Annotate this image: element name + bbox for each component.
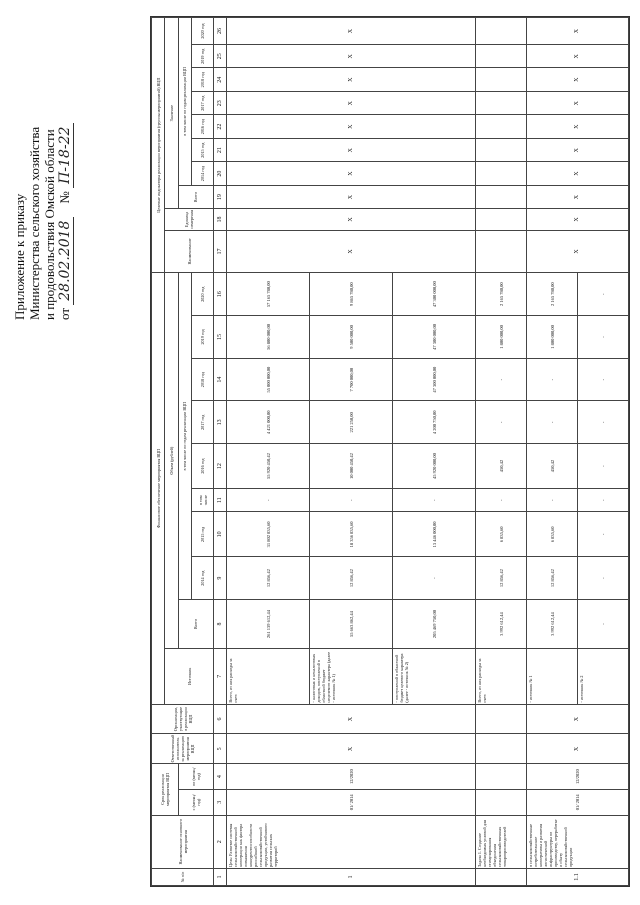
col-header-y2014: 2014 год xyxy=(192,162,214,185)
header-date-line xyxy=(57,20,74,320)
indicator-year-value: X xyxy=(527,115,629,138)
row-name: Цель: Развитие системы сельскохозяйственной кооперации как фактора повышения конкурентоспособности российской сельскохозяйственной продукции, устойчивого развития сельских территорий xyxy=(227,815,476,868)
indicator-year-value: X xyxy=(227,115,476,138)
indicator-year-value: X xyxy=(227,45,476,68)
row-org xyxy=(476,704,527,734)
amount-y2016: - xyxy=(578,444,629,489)
col-header-2015: 2015 год xyxy=(192,512,214,557)
amount-y2016: 450,42 xyxy=(527,444,578,489)
amount-total: 205 469 750,00 xyxy=(393,599,476,648)
amount-y2019: 1 800 000,00 xyxy=(476,316,527,359)
indicator-unit: X xyxy=(527,209,629,230)
col-header-finance: Финансовое обеспечение мероприятия ВЦП xyxy=(152,273,165,704)
amount-y2017: 4 200 750,00 xyxy=(393,401,476,444)
column-number: 9 xyxy=(214,557,227,600)
row-org: X xyxy=(227,704,476,734)
col-header-by-year: в том числе по годам реализации ВЦП xyxy=(178,273,191,600)
amount-y2018: - xyxy=(578,358,629,401)
amount-total: 261 139 612,44 xyxy=(227,599,310,648)
row-period-to: 12/2020 xyxy=(527,764,629,790)
amount-incl: - xyxy=(227,489,310,512)
amount-y2018: - xyxy=(527,358,578,401)
column-number: 10 xyxy=(214,512,227,557)
indicator-year-value xyxy=(476,68,527,91)
amount-y2015: 13 446 000,00 xyxy=(393,512,476,557)
amount-y2016: 55 920 450,42 xyxy=(227,444,310,489)
column-number: 18 xyxy=(214,209,227,230)
col-header-2019: 2019 год xyxy=(192,316,214,359)
col-header-no: № п/п xyxy=(152,868,214,885)
row-period-from: 01/ 2014 xyxy=(227,789,476,815)
amount-y2015: - xyxy=(578,512,629,557)
col-header-to: по (месяц/год) xyxy=(178,764,213,790)
indicator-total: X xyxy=(227,185,476,208)
row-source: Всего, из них расходы за счет: xyxy=(476,649,527,705)
column-number: 16 xyxy=(214,273,227,316)
row-name: Задача 1. Создание необходимых условий для стимулирования объединения сельскохозяйственных товаропроизводителей xyxy=(476,815,527,868)
row-name: в сельскохозяйственные потребительские кооперативы и развития логистической инфраструктуры по производству, переработке и сбыту сельскохозяйственной продукции xyxy=(527,815,629,868)
header-line-1: Приложение к приказу xyxy=(12,193,27,320)
indicator-year-value: X xyxy=(227,138,476,161)
amount-incl: - xyxy=(527,489,578,512)
row-source: - источник № 2 xyxy=(578,649,629,705)
amount-y2016: 10 000 450,42 xyxy=(310,444,393,489)
amount-total: 3 992 612,44 xyxy=(476,599,527,648)
col-header-2016: 2016 год xyxy=(192,444,214,489)
column-number: 25 xyxy=(214,45,227,68)
handwritten-date: 28.02.2018 xyxy=(58,217,74,305)
column-number-row xyxy=(214,18,227,886)
amount-y2015: 31 802 835,60 xyxy=(227,512,310,557)
column-number: 19 xyxy=(214,185,227,208)
amount-incl: - xyxy=(578,489,629,512)
column-number: 12 xyxy=(214,444,227,489)
amount-y2020: 57 165 780,00 xyxy=(227,273,310,316)
col-header-period: Срок реализации мероприятия ВЦП xyxy=(152,764,179,815)
amount-y2020: 9 865 780,00 xyxy=(310,273,393,316)
program-table xyxy=(150,16,630,887)
row-exec xyxy=(476,734,527,764)
amount-y2019: 56 800 000,00 xyxy=(227,316,310,359)
amount-incl: - xyxy=(393,489,476,512)
amount-y2015: 18 356 835,60 xyxy=(310,512,393,557)
amount-y2018: 7 700 000,00 xyxy=(310,358,393,401)
column-number: 11 xyxy=(214,489,227,512)
indicator-name: X xyxy=(527,230,629,273)
indicator-name: X xyxy=(227,230,476,273)
table-row xyxy=(527,18,578,886)
amount-y2017: - xyxy=(476,401,527,444)
date-prefix: от xyxy=(57,307,72,320)
header-line-3: и продовольствия Омской области xyxy=(42,129,57,320)
col-header-total: Всего xyxy=(178,599,213,648)
col-header-unit: Единица измерения xyxy=(165,209,214,230)
col-header-2017: 2017 год xyxy=(192,401,214,444)
amount-y2019: 47 300 000,00 xyxy=(393,316,476,359)
indicator-year-value: X xyxy=(227,68,476,91)
amount-y2017: - xyxy=(578,401,629,444)
amount-y2017: 4 421 000,00 xyxy=(227,401,310,444)
amount-y2019: 1 800 000,00 xyxy=(527,316,578,359)
amount-y2020: 47 300 000,00 xyxy=(393,273,476,316)
col-header-y2019: 2019 год xyxy=(192,45,214,68)
indicator-year-value: X xyxy=(527,68,629,91)
column-number: 14 xyxy=(214,358,227,401)
amount-total: 55 663 862,44 xyxy=(310,599,393,648)
amount-y2017: - xyxy=(527,401,578,444)
col-header-ind-total: Всего xyxy=(178,185,213,208)
column-number: 8 xyxy=(214,599,227,648)
indicator-year-value: X xyxy=(227,91,476,114)
col-header-2014: 2014 год xyxy=(192,557,214,600)
table-row xyxy=(227,18,310,886)
row-number: 1.1 xyxy=(527,868,629,885)
col-header-y2018: 2018 год xyxy=(192,68,214,91)
col-header-name: Наименование основного мероприятия xyxy=(152,815,214,868)
col-header-y2015: 2015 год xyxy=(192,138,214,161)
amount-y2014: 12 856,42 xyxy=(527,557,578,600)
indicator-year-value: X xyxy=(527,45,629,68)
amount-total: 3 992 612,44 xyxy=(527,599,578,648)
col-header-2015-incl: в том числе xyxy=(192,489,214,512)
row-source: Всего, из них расходы за счет: xyxy=(227,649,310,705)
indicator-unit: X xyxy=(227,209,476,230)
table-row xyxy=(476,18,527,886)
indicator-total xyxy=(476,185,527,208)
col-header-2020: 2020 год xyxy=(192,273,214,316)
column-number: 2 xyxy=(214,815,227,868)
row-source: - источник № 1 xyxy=(527,649,578,705)
row-source: - налоговых и неналоговых доходов, поступлений в областной бюджет нецелевого характера (далее - источник № 1) xyxy=(310,649,393,705)
col-header-2018: 2018 год xyxy=(192,358,214,401)
indicator-year-value: X xyxy=(527,162,629,185)
column-number: 3 xyxy=(214,789,227,815)
amount-total: - xyxy=(578,599,629,648)
row-period-from xyxy=(476,789,527,815)
column-number: 15 xyxy=(214,316,227,359)
amount-y2015: 6 835,60 xyxy=(476,512,527,557)
amount-y2016: 45 920 000,00 xyxy=(393,444,476,489)
indicator-year-value: X xyxy=(527,18,629,45)
col-header-ind-by-year: в том числе по годам реализации ВЦП xyxy=(178,18,191,186)
finance-table xyxy=(151,17,629,886)
column-number: 20 xyxy=(214,162,227,185)
indicator-year-value xyxy=(476,115,527,138)
indicator-year-value: X xyxy=(527,138,629,161)
indicator-year-value xyxy=(476,138,527,161)
amount-y2015: 6 835,60 xyxy=(527,512,578,557)
amount-y2020: 2 165 780,00 xyxy=(527,273,578,316)
col-header-y2017: 2017 год xyxy=(192,91,214,114)
row-number: 1 xyxy=(227,868,476,885)
amount-y2019: - xyxy=(578,316,629,359)
row-period-from: 01/ 2014 xyxy=(527,789,629,815)
row-exec: X xyxy=(227,734,476,764)
col-header-source: Источник xyxy=(165,649,214,705)
column-number: 6 xyxy=(214,704,227,734)
amount-incl: - xyxy=(476,489,527,512)
amount-y2018: 55 000 000,00 xyxy=(227,358,310,401)
column-number: 4 xyxy=(214,764,227,790)
row-period-to xyxy=(476,764,527,790)
row-number xyxy=(476,868,527,885)
amount-y2017: 221 250,00 xyxy=(310,401,393,444)
col-header-org: Организации, участвующие в реализации ВЦП xyxy=(152,704,214,734)
amount-y2014: 12 856,42 xyxy=(476,557,527,600)
column-number: 1 xyxy=(214,868,227,885)
column-number: 13 xyxy=(214,401,227,444)
indicator-year-value: X xyxy=(227,18,476,45)
col-header-y2020: 2020 год xyxy=(192,18,214,45)
amount-y2018: 47 300 000,00 xyxy=(393,358,476,401)
amount-y2020: 2 165 780,00 xyxy=(476,273,527,316)
row-source: - поступлений в областной бюджет целевого характера (далее - источник № 2) xyxy=(393,649,476,705)
column-number: 26 xyxy=(214,18,227,45)
column-number: 24 xyxy=(214,68,227,91)
amount-y2016: 450,42 xyxy=(476,444,527,489)
order-header xyxy=(12,20,74,320)
indicator-year-value: X xyxy=(527,91,629,114)
column-number: 22 xyxy=(214,115,227,138)
col-header-exec: Ответственный исполнитель за реализацию мероприятия ВЦП xyxy=(152,734,214,764)
amount-y2018: - xyxy=(476,358,527,401)
amount-y2014: - xyxy=(578,557,629,600)
indicator-year-value xyxy=(476,91,527,114)
row-period-to: 12/2020 xyxy=(227,764,476,790)
indicator-year-value xyxy=(476,162,527,185)
col-header-y2016: 2016 год xyxy=(192,115,214,138)
column-number: 21 xyxy=(214,138,227,161)
amount-y2019: 9 500 000,00 xyxy=(310,316,393,359)
handwritten-number: П-18-22 xyxy=(58,123,74,188)
column-number: 7 xyxy=(214,649,227,705)
row-org: X xyxy=(527,704,629,734)
row-exec: X xyxy=(527,734,629,764)
col-header-target: Целевые индикаторы реализации мероприятия (группы мероприятий) ВЦП xyxy=(152,18,165,273)
amount-incl: - xyxy=(310,489,393,512)
amount-y2014: - xyxy=(393,557,476,600)
amount-y2020: - xyxy=(578,273,629,316)
column-number: 23 xyxy=(214,91,227,114)
header-row-1 xyxy=(152,18,165,886)
indicator-year-value xyxy=(476,45,527,68)
col-header-ind-name: Наименование xyxy=(165,230,214,273)
number-prefix: № xyxy=(57,191,72,204)
column-number: 17 xyxy=(214,230,227,273)
col-header-volume: Объем (рублей) xyxy=(165,273,178,649)
amount-y2014: 12 856,42 xyxy=(310,557,393,600)
indicator-year-value xyxy=(476,18,527,45)
column-number: 5 xyxy=(214,734,227,764)
col-header-ind-vals: Значение xyxy=(165,18,178,209)
indicator-year-value: X xyxy=(227,162,476,185)
amount-y2014: 12 856,42 xyxy=(227,557,310,600)
table-body xyxy=(152,18,629,886)
header-line-2: Министерства сельского хозяйства xyxy=(27,126,42,320)
indicator-name xyxy=(476,230,527,273)
indicator-total: X xyxy=(527,185,629,208)
indicator-unit xyxy=(476,209,527,230)
col-header-from: с (месяц/год) xyxy=(178,789,213,815)
